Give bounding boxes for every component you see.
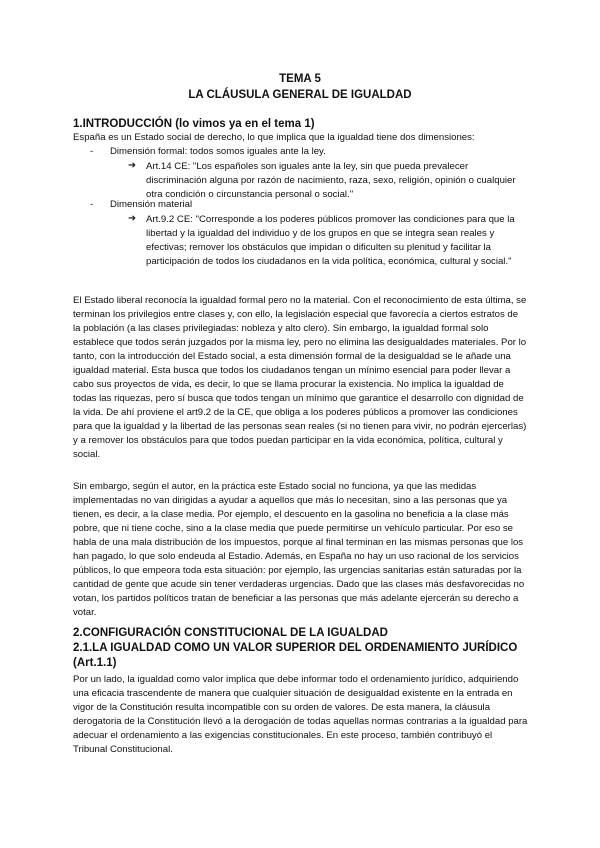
bullet-dash: - xyxy=(90,199,94,210)
arrow-right-icon: ➔ xyxy=(128,160,137,171)
art14-quote: Art.14 CE: "Los españoles son iguales ante la ley, sin que pueda prevalecer discriminación alguna por razón de nacimiento, raza, sexo, religión, opinión o cualquier otra condición o circunstancia personal o social." xyxy=(146,161,516,200)
section-1-intro: España es un Estado social de derecho, lo que implica que la igualdad tiene dos dimensiones: xyxy=(73,132,475,143)
document-subtitle: LA CLÁUSULA GENERAL DE IGUALDAD xyxy=(188,89,412,101)
dimension-material-label: Dimensión material xyxy=(110,199,193,210)
bullet-dash: - xyxy=(90,146,94,157)
arrow-right-icon: ➔ xyxy=(128,213,137,224)
paragraph-igualdad-valor: Por un lado, la igualdad como valor implica que debe informar todo el ordenamiento jurídico, adquiriendo una eficacia trascendente de manera que cualquier situación de desigualdad existente en la entrada en vigor de la Constitución resulta incompatible con su orden de valores. De esta manera, la cláusula derogatoria de la Constitución llevó a la derogación de todas aquellas normas contrarias a la igualdad para adecuar el ordenamiento a las exigencias constitucionales. En este proceso, también contribuyó el Tribunal Constitucional. xyxy=(73,674,528,755)
dimension-formal-label: Dimensión formal: todos somos iguales ante la ley. xyxy=(110,146,326,157)
section-1-heading: 1.INTRODUCCIÓN (lo vimos ya en el tema 1) xyxy=(73,118,315,130)
section-2-1-heading: 2.1.LA IGUALDAD COMO UN VALOR SUPERIOR DEL ORDENAMIENTO JURÍDICO (Art.1.1) xyxy=(73,642,518,669)
document-title: TEMA 5 xyxy=(279,73,321,85)
paragraph-estado-liberal: El Estado liberal reconocía la igualdad formal pero no la material. Con el reconocimiento de esta última, se terminan los privilegios entre clases y, con ello, la legislación especial que favorecía a ciertos estratos de la población (a las clases privilegiadas: nobleza y alto clero). Sin embargo, la igualdad formal solo establece que todos serán juzgados por la misma ley, pero no elimina las desigualdades materiales. Por lo tanto, con la introducción del Estado social, a esta dimensión formal de la desigualdad se le añade una igualdad material. Esta busca que todos los ciudadanos tengan un mínimo esencial para poder llevar a cabo sus proyectos de vida, es decir, lo que se llama procurar la existencia. No implica la igualdad de todas las riquezas, pero sí busca que todos tengan un mínimo que garantice el desarrollo con dignidad de la vida. De ahí proviene el art9.2 de la CE, que obliga a los poderes públicos a promover las condiciones para que la igualdad y la libertad de las personas sean reales (si no tienen para vivir, no podrán ejercerlas) y a remover los obstáculos para que todos puedan participar en la vida económica, política, cultural y social. xyxy=(73,295,527,460)
section-2-heading: 2.CONFIGURACIÓN CONSTITUCIONAL DE LA IGUALDAD xyxy=(73,627,388,639)
paragraph-estado-social: Sin embargo, según el autor, en la práctica este Estado social no funciona, ya que las medidas implementadas no van dirigidas a ayudar a aquellos que más lo necesitan, sino a las personas que ya tienen, es decir, a la clase media. Por ejemplo, el descuento en la gasolina no beneficia a la clase más pobre, que ni tiene coche, sino a la clase media que puede permitirse un vehículo particular. Por eso se habla de una mala distribución de los impuestos, porque al final terminan en las mismas personas que los han pagado, lo que solo endeuda al Estadio. Además, en España no hay un uso racional de los servicios públicos, lo que empeora toda esta situación: por ejemplo, las urgencias sanitarias están saturadas por la cantidad de gente que acude sin tener verdaderas urgencias. Dado que las clases más desfavorecidas no votan, los partidos políticos tratan de beneficiar a las personas que más adelante ejercerán su derecho a votar. xyxy=(73,481,525,618)
art9-quote: Art.9.2 CE: "Corresponde a los poderes públicos promover las condiciones para que la libertad y la igualdad del individuo y de los grupos en que se integra sean reales y efectivas; remover los obstáculos que impidan o dificulten su plenitud y facilitar la participación de todos los ciudadanos en la vida política, económica, cultural y social." xyxy=(146,214,515,267)
